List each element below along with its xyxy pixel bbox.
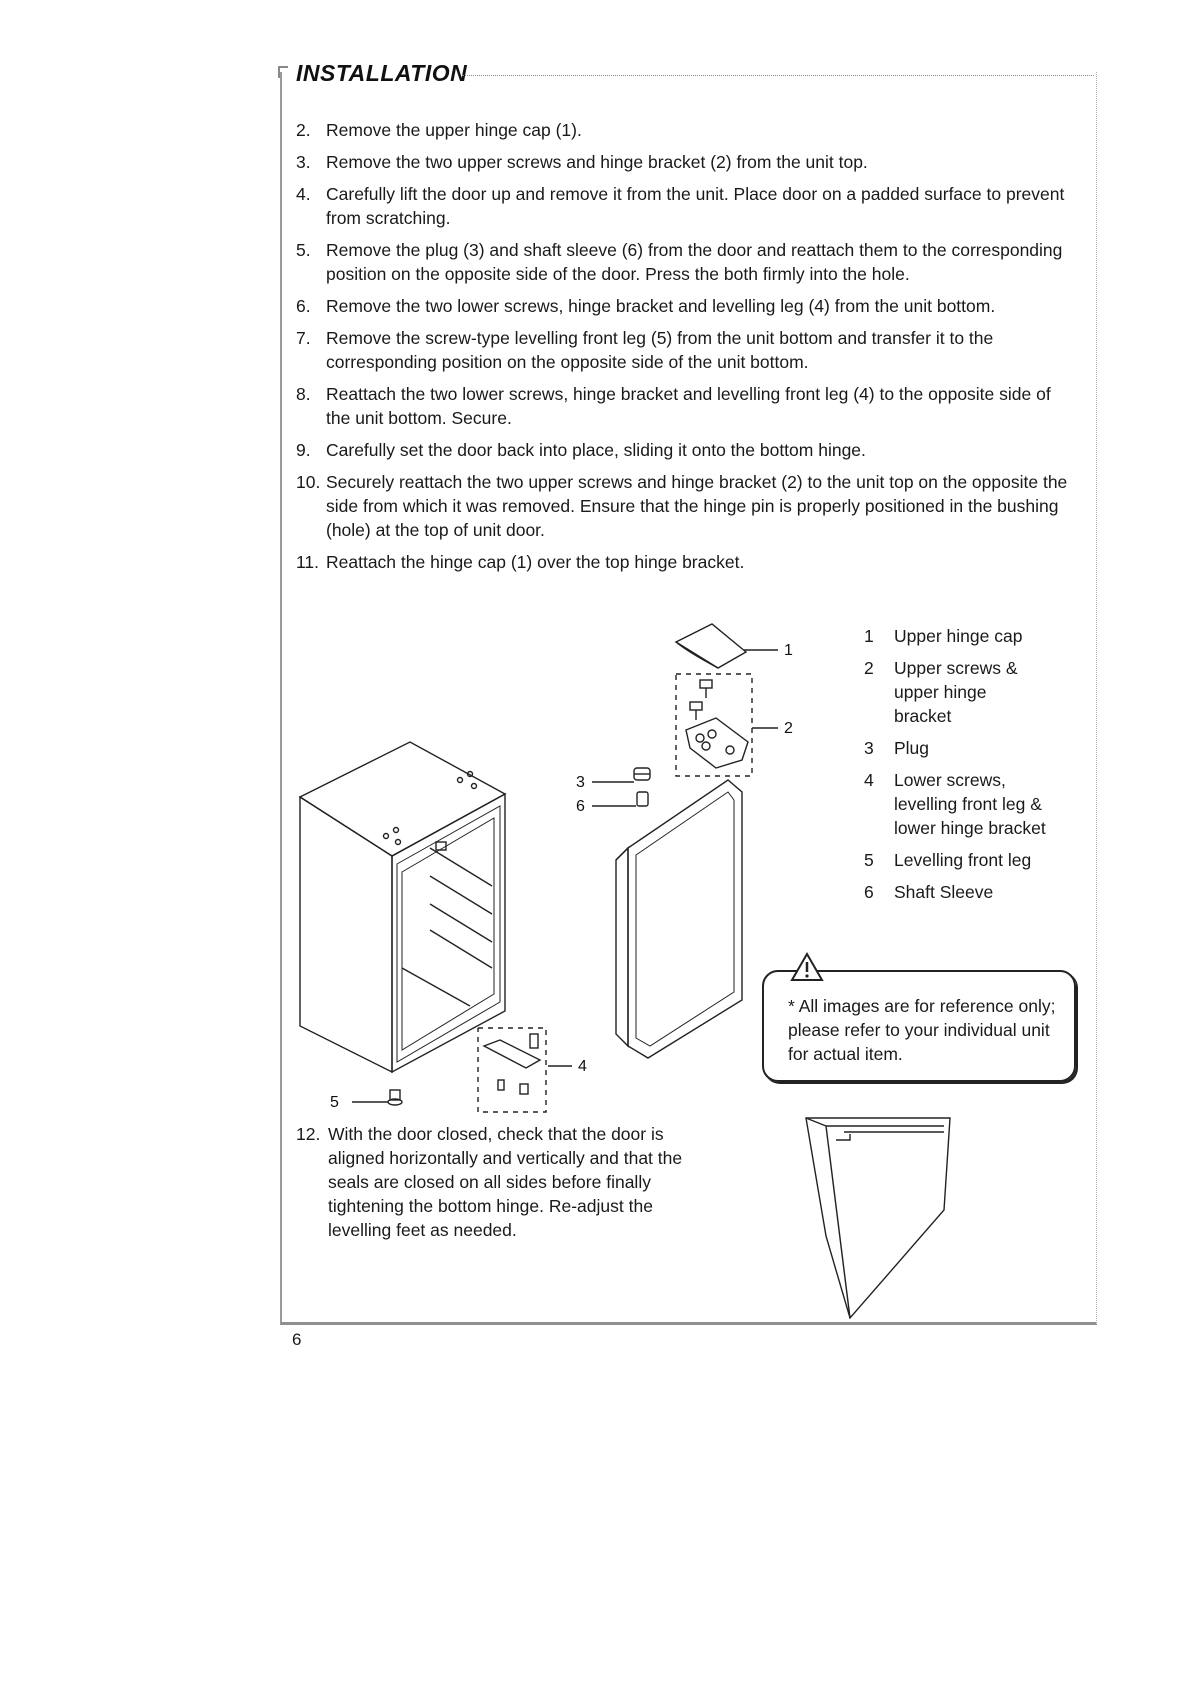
warning-icon — [790, 952, 824, 982]
legend-item — [864, 848, 1094, 872]
legend-number: 6 — [864, 882, 874, 902]
legend-number: 5 — [864, 850, 874, 870]
step-text: Remove the two upper screws and hinge bracket (2) from the unit top. — [326, 152, 868, 172]
step-text: Remove the plug (3) and shaft sleeve (6) from the door and reattach them to the corresponding position on the opposite side of the door. Press the both firmly into the hole. — [326, 240, 1063, 284]
notice-text: * All images are for reference only; please refer to your individual unit for actual item. — [788, 996, 1056, 1064]
levelling-foot-illustration — [388, 1090, 402, 1105]
upper-hinge-illustration — [676, 674, 752, 776]
diagram-label-6: 6 — [576, 798, 585, 815]
legend-item — [864, 880, 1094, 904]
step-number: 8. — [296, 384, 311, 404]
diagram-label-5: 5 — [330, 1094, 339, 1111]
reference-notice — [762, 970, 1076, 1082]
plug-and-sleeve-illustration — [634, 768, 650, 806]
legend-number: 2 — [864, 658, 874, 678]
legend-text: Shaft Sleeve — [894, 882, 994, 902]
diagram-label-1: 1 — [784, 642, 793, 659]
step-text: Securely reattach the two upper screws and hinge bracket (2) to the unit top on the opposite the side from which it was removed. Ensure that the hinge pin is properly positioned in the bushing (hole) at the top of unit door. — [326, 472, 1068, 540]
cabinet-illustration — [300, 742, 505, 1072]
step-number: 6. — [296, 296, 311, 316]
legend-text: Plug — [894, 738, 930, 758]
closed-fridge-illustration — [806, 1118, 950, 1318]
legend-item — [864, 624, 1094, 648]
step-text: Remove the upper hinge cap (1). — [326, 120, 582, 140]
lower-hinge-illustration — [478, 1028, 546, 1112]
step-number: 3. — [296, 152, 311, 172]
legend-item — [864, 768, 1064, 840]
hinge-cap-illustration — [676, 624, 746, 668]
parts-legend — [864, 624, 1094, 912]
legend-number: 4 — [864, 770, 874, 790]
step-text: Carefully set the door back into place, sliding it onto the bottom hinge. — [326, 440, 866, 460]
step-text: Carefully lift the door up and remove it from the unit. Place door on a padded surface to prevent from scratching. — [326, 184, 1065, 228]
legend-text: Lower screws, levelling front leg & lower hinge bracket — [894, 770, 1046, 838]
diagram-label-4: 4 — [578, 1058, 587, 1075]
legend-item — [864, 656, 1044, 728]
legend-text: Levelling front leg — [894, 850, 1032, 870]
step-number: 9. — [296, 440, 311, 460]
page-number: 6 — [292, 1330, 302, 1349]
step-number: 4. — [296, 184, 311, 204]
legend-text: Upper hinge cap — [894, 626, 1023, 646]
step-text: Reattach the hinge cap (1) over the top hinge bracket. — [326, 552, 745, 572]
legend-number: 3 — [864, 738, 874, 758]
step-number: 5. — [296, 240, 311, 260]
step-text: Reattach the two lower screws, hinge bracket and levelling front leg (4) to the opposite side of the unit bottom. Secure. — [326, 384, 1051, 428]
step-number: 7. — [296, 328, 311, 348]
legend-item — [864, 736, 1094, 760]
step-number: 12. — [296, 1124, 321, 1144]
step-number: 11. — [296, 552, 320, 572]
diagram-label-2: 2 — [784, 720, 793, 737]
step-12 — [296, 1122, 718, 1242]
door-illustration — [616, 780, 742, 1058]
step-text: With the door closed, check that the door is aligned horizontally and vertically and that the seals are closed on all sides before finally tightening the bottom hinge. Re-adjust the levelling feet as needed. — [328, 1124, 683, 1240]
section-title: INSTALLATION — [296, 60, 468, 86]
step-number: 10. — [296, 472, 321, 492]
diagram-label-3: 3 — [576, 774, 585, 791]
legend-number: 1 — [864, 626, 874, 646]
step-number: 2. — [296, 120, 311, 140]
step-text: Remove the screw-type levelling front leg (5) from the unit bottom and transfer it to the corresponding position on the opposite side of the unit bottom. — [326, 328, 994, 372]
legend-text: Upper screws & upper hinge bracket — [894, 658, 1018, 726]
step-text: Remove the two lower screws, hinge bracket and levelling leg (4) from the unit bottom. — [326, 296, 996, 316]
